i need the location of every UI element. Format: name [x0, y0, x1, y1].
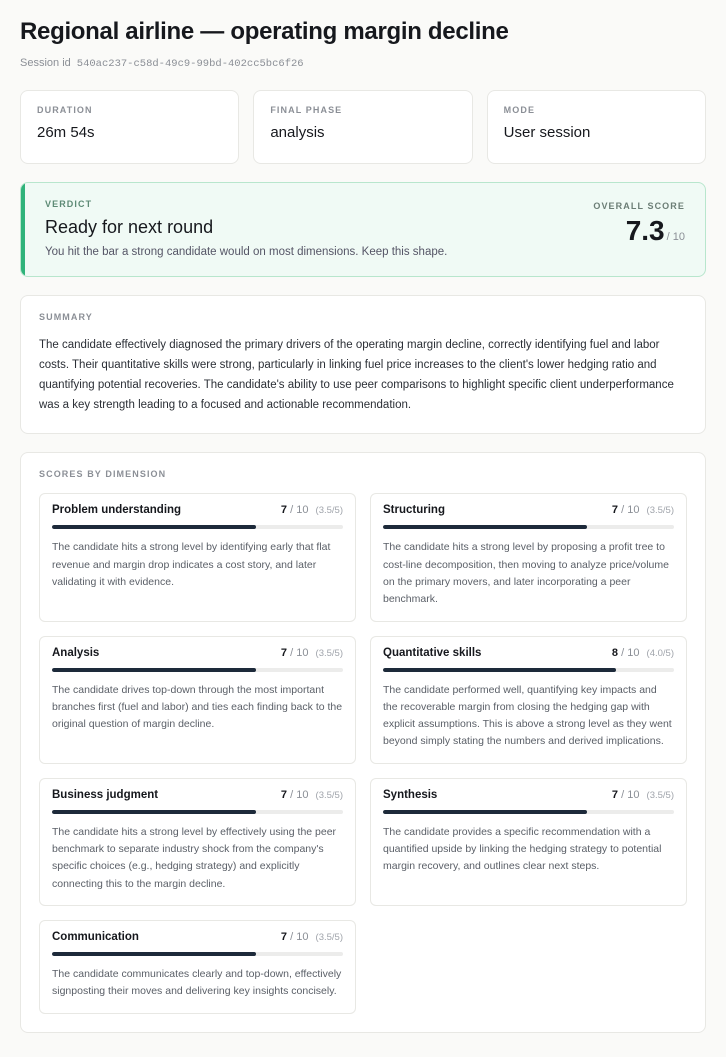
session-line: [20, 57, 706, 70]
overall-score-value: [585, 214, 685, 246]
dimension-name: Analysis: [52, 646, 100, 659]
dimension-score: [281, 789, 343, 801]
dimension-card: [39, 920, 356, 1014]
dimension-score-denominator: / 10: [290, 504, 309, 517]
dimension-name: Communication: [52, 931, 139, 944]
dimension-bar-fill: [383, 525, 587, 529]
dimension-benchmark: (3.5/5): [315, 505, 343, 517]
dimension-score-denominator: / 10: [621, 788, 640, 801]
dimension-score-value: 7: [611, 504, 619, 517]
verdict-label: VERDICT: [45, 198, 93, 209]
summary-panel: [20, 295, 706, 435]
stat-card-final-phase: [253, 90, 472, 164]
dimension-bar-fill: [383, 668, 616, 672]
dimension-bar-fill: [383, 810, 587, 814]
dimension-score-value: 7: [280, 646, 288, 659]
dimension-score: [612, 647, 674, 659]
dimension-score-value: 7: [280, 931, 288, 944]
dimension-score-value: 7: [280, 504, 288, 517]
dimension-name: Problem understanding: [52, 504, 182, 517]
verdict-card: [20, 182, 706, 277]
dimension-bar-fill: [52, 952, 256, 956]
overall-score-block: [585, 199, 685, 245]
overall-score-label: OVERALL SCORE: [593, 200, 685, 211]
scores-panel: [20, 452, 706, 1032]
stat-label-duration: DURATION: [37, 104, 93, 115]
dimension-score-denominator: / 10: [621, 646, 640, 659]
dimension-header: [52, 504, 343, 516]
stat-value-mode: User session: [503, 123, 591, 141]
dimension-header: [383, 789, 674, 801]
dimension-score-denominator: / 10: [290, 788, 309, 801]
dimension-name: Structuring: [383, 504, 445, 517]
page-title: Regional airline — operating margin decline: [20, 18, 509, 45]
dimension-note: The candidate provides a specific recommendation with a quantified upside by linking the hedging strategy to potential margin recovery, and outlines clear next steps.: [383, 825, 662, 873]
summary-label: SUMMARY: [39, 311, 93, 322]
dimension-bar-track: [383, 668, 674, 672]
overall-score-number: 7.3: [625, 214, 665, 246]
stat-label-mode: MODE: [503, 104, 536, 115]
dimension-bar-track: [52, 952, 343, 956]
dimension-note: The candidate performed well, quantifying key impacts and the recoverable margin from closing the hedging gap with explicit assumptions. This is above a strong level as they went beyond simply stating the numbers and derived implications.: [383, 683, 672, 748]
dimension-note: The candidate hits a strong level by identifying early that flat revenue and margin drop indicates a cost story, and later validating it with evidence.: [52, 541, 331, 588]
dimension-bar-track: [52, 668, 343, 672]
verdict-content: [41, 199, 585, 258]
dimension-name: Quantitative skills: [383, 646, 482, 659]
dimension-name: Business judgment: [52, 788, 159, 801]
dimension-score-denominator: / 10: [290, 931, 309, 944]
dimension-header: [383, 504, 674, 516]
stat-card-mode: [487, 90, 706, 164]
stat-label-final-phase: FINAL PHASE: [270, 104, 343, 115]
dimension-score-value: 7: [280, 788, 288, 801]
dimension-bar-track: [52, 810, 343, 814]
stat-value-duration: 26m 54s: [37, 123, 95, 141]
dimension-score-denominator: / 10: [621, 504, 640, 517]
dimension-score: [612, 789, 674, 801]
dimension-name: Synthesis: [383, 788, 438, 801]
dimension-score-value: 8: [611, 646, 619, 659]
dimension-note: The candidate drives top-down through the most important branches first (fuel and labor) and ties each finding back to the original question of margin decline.: [52, 683, 343, 731]
dimension-header: [52, 647, 343, 659]
dimension-score: [612, 504, 674, 516]
dimension-card: [370, 493, 687, 621]
stats-row: [20, 90, 706, 164]
dimension-benchmark: (3.5/5): [315, 789, 343, 801]
stat-value-final-phase: analysis: [270, 123, 325, 141]
dimension-header: [52, 789, 343, 801]
overall-score-denominator: / 10: [666, 230, 685, 243]
stat-card-duration: [20, 90, 239, 164]
dimension-bar-fill: [52, 668, 256, 672]
dimension-grid: [39, 493, 687, 1013]
session-id-value: 540ac237-c58d-49c9-99bd-402cc5bc6f26: [76, 57, 304, 70]
dimension-card: [39, 778, 356, 906]
dimension-note: The candidate hits a strong level by proposing a profit tree to cost-line decomposition, then moving to analyze price/volume on the primary movers, and later incorporating a peer benchmark.: [383, 541, 669, 606]
scores-label: SCORES BY DIMENSION: [39, 469, 167, 480]
dimension-score-denominator: / 10: [290, 646, 309, 659]
dimension-score: [281, 504, 343, 516]
dimension-bar-track: [383, 810, 674, 814]
dimension-benchmark: (4.0/5): [646, 647, 674, 659]
dimension-header: [383, 647, 674, 659]
summary-text: The candidate effectively diagnosed the primary drivers of the operating margin decline, correctly identifying fuel and labor costs. Their quantitative skills were strong, particularly in linking fuel price increases to the client's lower hedging ratio and quantifying potential recoveries. The candidate's ability to use peer comparisons to highlight specific client underperformance was a key strength leading to a focused and actionable recommendation.: [39, 338, 674, 412]
dimension-card: [370, 778, 687, 906]
dimension-card: [370, 636, 687, 764]
dimension-bar-fill: [52, 525, 256, 529]
dimension-score: [281, 931, 343, 943]
dimension-bar-track: [52, 525, 343, 529]
dimension-benchmark: (3.5/5): [646, 789, 674, 801]
dimension-bar-track: [383, 525, 674, 529]
dimension-header: [52, 931, 343, 943]
session-id-label: Session id: [20, 56, 71, 69]
dimension-bar-fill: [52, 810, 256, 814]
dimension-benchmark: (3.5/5): [646, 505, 674, 517]
verdict-headline: Ready for next round: [45, 216, 214, 237]
dimension-note: The candidate hits a strong level by effectively using the peer benchmark to separate industry shock from the company's specific choices (e.g., hedging strategy) and explicitly connecting this to the margin decline.: [52, 825, 337, 890]
dimension-note: The candidate communicates clearly and top-down, effectively signposting their moves and delivering key insights concisely.: [52, 968, 342, 998]
dimension-benchmark: (3.5/5): [315, 647, 343, 659]
dimension-card: [39, 493, 356, 621]
dimension-score-value: 7: [611, 788, 619, 801]
verdict-accent-bar: [21, 183, 25, 276]
dimension-score: [281, 647, 343, 659]
dimension-benchmark: (3.5/5): [315, 932, 343, 944]
dimension-card: [39, 636, 356, 764]
verdict-subtext: You hit the bar a strong candidate would on most dimensions. Keep this shape.: [45, 245, 448, 258]
